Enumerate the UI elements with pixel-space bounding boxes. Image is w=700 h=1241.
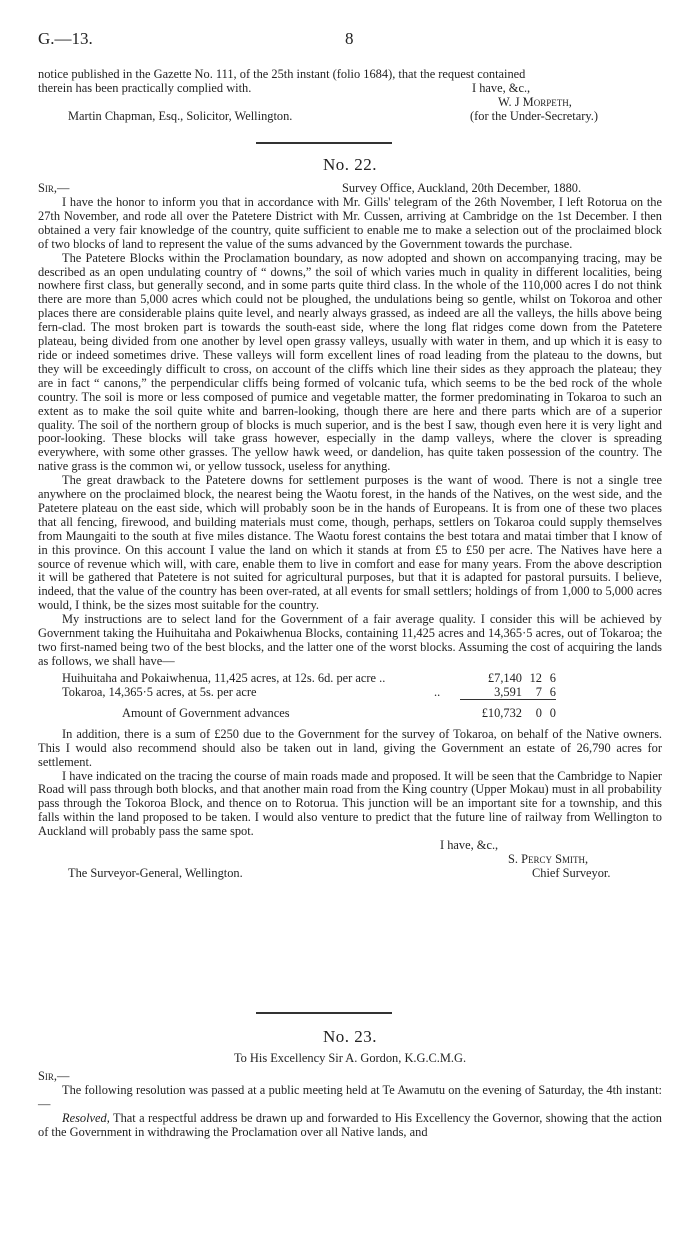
intro-line-2: therein has been practically complied with. [38,80,252,95]
account-total-row [62,699,556,720]
salutation: Sir,— [38,181,70,195]
intro-ihave: I have, &c., [472,80,531,95]
intro-addressee: Martin Chapman, Esq., Solicitor, Wellington. [68,108,293,123]
account-row [62,685,556,700]
paragraph-5: In addition, there is a sum of £250 due to the Government for the survey of Tokaroa, on behalf of the Native owners. This I would also recommend should also be taken out in land, giving the Government an estate of 26,790 acres for settlement. [38,726,662,769]
letter-no-22 [38,182,662,881]
section-divider [256,1012,392,1014]
account-leader: .. [434,685,441,700]
salutation: Sir,— [38,1068,70,1083]
account-row [62,671,556,685]
paragraph-3: The great drawback to the Patetere downs for settlement purposes is the want of wood. There is not a single tree anywhere on the proclaimed block, the nearest being the Waotu forest, in the hands of the Natives, on the west side, and the Patetere plateau on the east side, which will probably soon be in the hands of Europeans. It is from one of these two places that all fencing, firewood, and building materials must come, though, perhaps, settlers on Tokaroa could supply themselves from Maungaiti to the south at five miles distance. The Waotu forest contains the best totara and matai timber that I know of in this province. On this account I value the land on which it stands at from £5 to £50 per acre. The Natives have here a source of revenue which will, with care, enable them to live in comfort and ease for many years. From the above description it will be gathered that Patetere is not suited for agricultural purposes, but that it is adapted for pastoral pursuits. I believe, indeed, that the value of the country has been over-rated, at all events for small settlers; holdings of from 1,000 to 5,000 acres would, I think, be the sizes most suitable for the country. [38,473,662,613]
total-label: Amount of Government advances [122,705,290,720]
account-desc: Huihuitaha and Pokaiwhenua, 11,425 acres, at 12s. 6d. per acre .. [62,670,386,685]
section-divider [256,142,392,144]
account-pounds: £7,140 [487,670,522,685]
intro-block [38,68,662,124]
closing-ihave: I have, &c., [440,838,499,853]
account-shillings: 7 [535,684,542,699]
total-pounds: £10,732 [460,699,522,720]
account-pence: 6 [549,670,556,685]
account-pounds: 3,591 [494,684,522,699]
page-header [38,29,662,52]
letter-addressee: The Surveyor-General, Wellington. [68,866,243,881]
account-shillings: 12 [529,670,542,685]
section-heading-no-22: No. 22. [322,155,378,174]
recipient-line: To His Excellency Sir A. Gordon, K.G.C.M.G. [233,1051,467,1065]
resolved-text: That a respectful address be drawn up and forwarded to His Excellency the Governor, showing that the action of the Government in withdrawing the Proclamation over all Native lands, and [38,1110,663,1139]
account-table [62,671,556,720]
intro-signer-role: (for the Under-Secretary.) [470,108,598,123]
page-number: 8 [345,29,354,48]
document-reference: G.—13. [38,29,93,48]
letter-no-23 [38,1052,662,1139]
account-pence: 6 [549,684,556,699]
account-desc: Tokaroa, 14,365·5 acres, at 5s. per acre [62,685,257,700]
paragraph-resolved [38,1112,662,1140]
paragraph-1: I have the honor to inform you that in accordance with Mr. Gills' telegram of the 26th November, I left Rotorua on the 27th November, and rode all over the Patetere District with Mr. Cussen, arriving at Cambridge on the 1st December. I then obtained a very fair knowledge of the country, quite sufficient to enable me to make a selection out of the proclaimed block of two blocks of land to represent the value of the sums advanced by the Government towards the purchase. [38,195,662,251]
signer-name: S. Percy Smith, [508,852,589,867]
paragraph-2: The Patetere Blocks within the Proclamation boundary, as now adopted and shown on accompanying tracing, may be described as an open undulating country of “ downs,” the soil of which varies much in quality in different localities, being nowhere first class, but generally second, and in some parts quite third class. In the whole of the 110,000 acres I do not think there are more than 5,000 acres which could not be ploughed, the undulations being so gentle, whilst on Tokoroa and other places there are considerable plains quite level, and nearly always grassed, as indeed are all the valleys, the hills above being fern-clad. The most broken part is towards the south-east side, where the long flat ridges come down from the Patetere plateau, being divided from one another by level open grassy valleys, usually with water in them, and up which it is easy to ride or indeed sometimes drive. These valleys will form excellent lines of road leading from the plateau to the downs, but they will be exceedingly difficult to cross, on account of the cliffs which line their sides as they approach the plateau; they are in fact “ canons,” the perpendicular cliffs being formed of volcanic tufa, which seems to be the bed rock of the whole country. The soil is more or less composed of pumice and vegetable matter, the former predominating in Tokaroa to such an extent as to make the soil quite white and barren-looking, though there are here and there parts which are of a superior quality. The soil of the northern group of blocks is much superior, and is the best I saw, though even here it is very light and poor-looking. These blocks will take grass however, especially in the damp valleys, where the clover is spreading everywhere, with some other grasses. The yellow hawk weed, or dandelion, has quite taken possession of the country. The native grass is the common wi, or yellow tussock, useless for anything. [38,250,662,474]
resolved-word: Resolved, [62,1110,110,1125]
total-shillings: 0 [522,699,542,720]
paragraph-1: The following resolution was passed at a public meeting held at Te Awamutu on the evening of Saturday, the 4th instant:— [38,1082,662,1111]
total-pence: 0 [542,699,556,720]
intro-line-1: notice published in the Gazette No. 111, of the 25th instant (folio 1684), that the request contained [38,67,526,81]
intro-signer: W. J Morpeth, [498,94,572,109]
section-heading-no-23: No. 23. [322,1027,378,1046]
paragraph-6: I have indicated on the tracing the course of main roads made and proposed. It will be seen that the Cambridge to Napier Road will pass through both blocks, and that another main road from the King country (Upper Mokau) must in all probability pass through the Tokoroa Block, and thence on to Rotorua. This junction will be an important site for a township, and this falls within the land proposed to be taken. I would also venture to predict that the future line of railway from Wellington to Auckland will probably pass the same spot. [38,768,662,839]
paragraph-4: My instructions are to select land for the Government of a fair average quality. I consider this will be achieved by Government taking the Huihuitaha and Pokaiwhenua Blocks, containing 11,425 acres and 14,365·5 acres, out of Tokaroa; the two first-named being two of the best blocks, and the latter one of the worst blocks. Assuming the cost of acquiring the lands as follows, we shall have— [38,612,662,668]
signer-role: Chief Surveyor. [532,866,611,881]
place-date: Survey Office, Auckland, 20th December, 1880. [342,181,582,195]
